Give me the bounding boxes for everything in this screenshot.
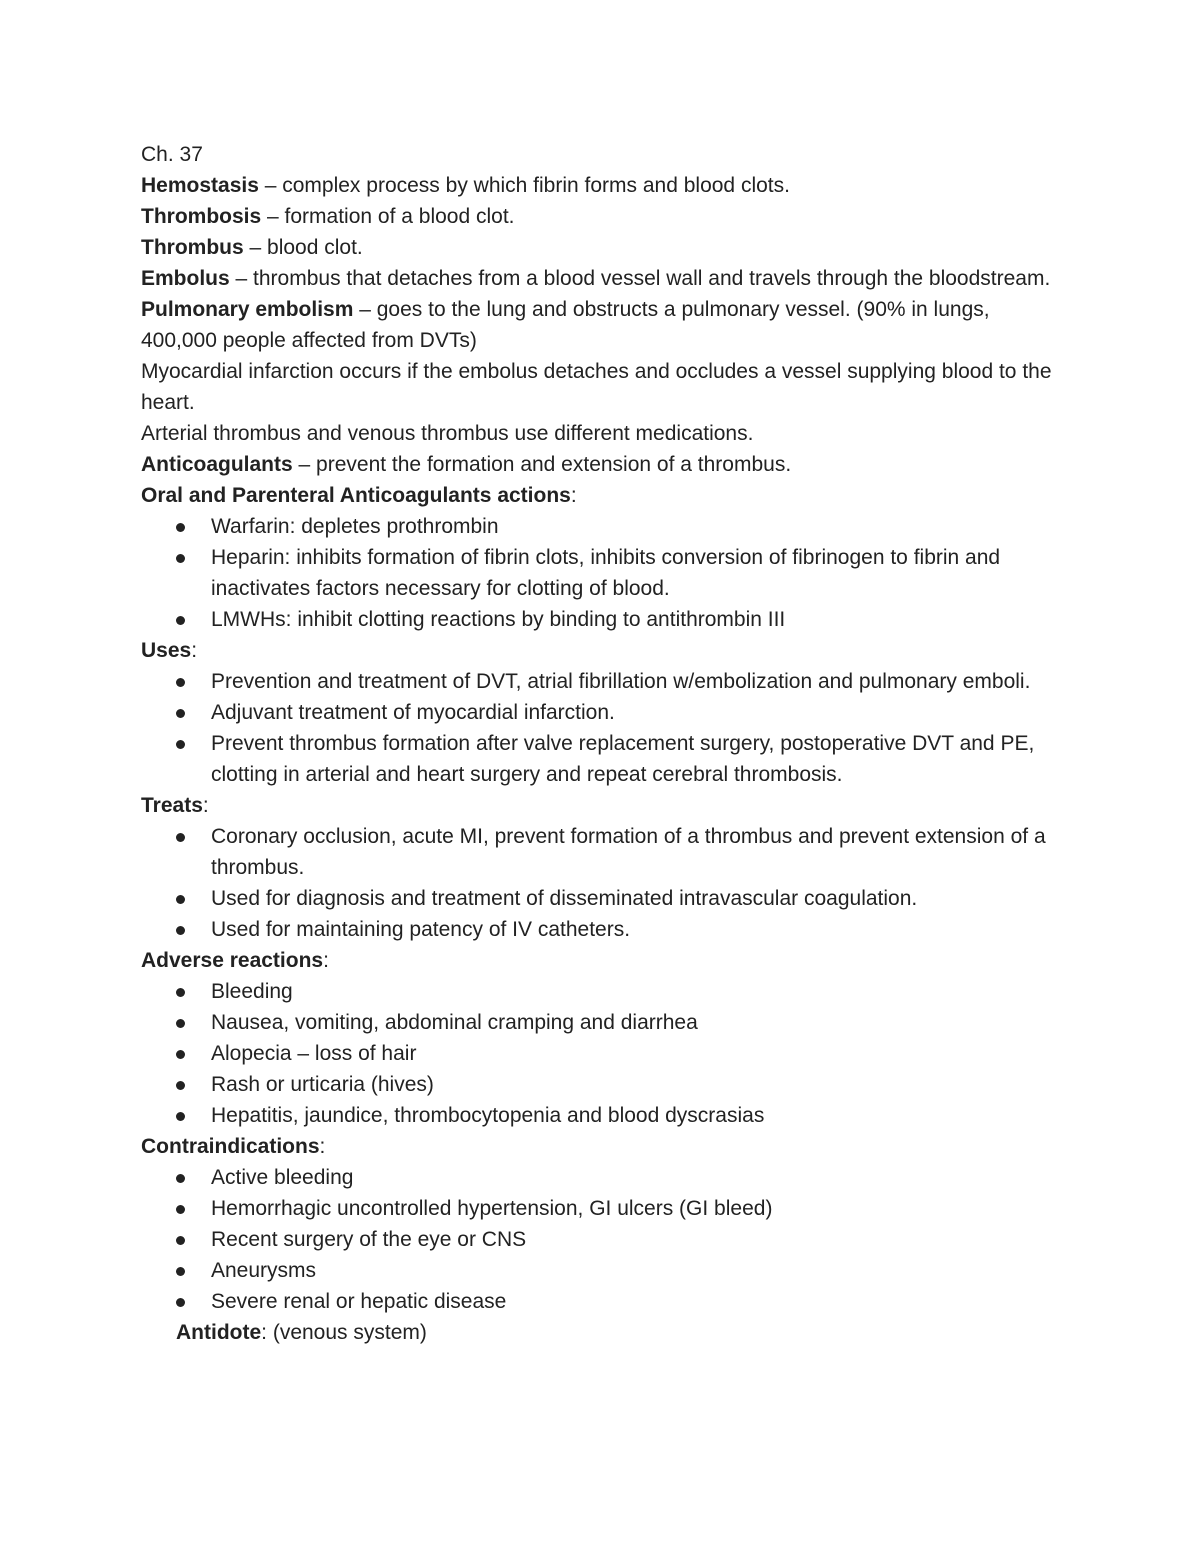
paragraph-arterial-venous: Arterial thrombus and venous thrombus use different medications.: [141, 422, 754, 445]
list-item: Warfarin: depletes prothrombin: [141, 511, 1061, 542]
definition-term: Hemostasis: [141, 174, 259, 197]
list-item: Hepatitis, jaundice, thrombocytopenia and blood dyscrasias: [141, 1100, 1061, 1131]
section-heading-colon: :: [202, 794, 209, 817]
section-heading-colon: :: [323, 949, 329, 972]
definition-thrombus: [141, 232, 1061, 263]
bullet-list-uses: [141, 666, 1061, 790]
definition-term: Pulmonary embolism: [141, 298, 354, 321]
definition-term: Thrombus: [141, 236, 244, 259]
list-item: Severe renal or hepatic disease: [141, 1286, 1061, 1317]
list-item: Heparin: inhibits formation of fibrin clots, inhibits conversion of fibrinogen to fibrin and inactivates factors necessary for clotting of blood.: [141, 542, 1061, 604]
definition-text: – thrombus that detaches from a blood vessel wall and travels through the bloodstream.: [229, 267, 1051, 290]
list-item: Adjuvant treatment of myocardial infarction.: [141, 697, 1061, 728]
definition-embolus: [141, 263, 1061, 294]
list-item: Recent surgery of the eye or CNS: [141, 1224, 1061, 1255]
list-item: Active bleeding: [141, 1162, 1061, 1193]
list-item: Prevent thrombus formation after valve replacement surgery, postoperative DVT and PE, clotting in arterial and heart surgery and repeat cerebral thrombosis.: [141, 728, 1061, 790]
section-heading-colon: :: [191, 639, 198, 662]
definition-term: Anticoagulants: [141, 453, 293, 476]
antidote-term: Antidote: [176, 1321, 262, 1344]
section-heading-treats: [141, 790, 1061, 821]
definition-hemostasis: [141, 170, 1061, 201]
section-heading-text: Oral and Parenteral Anticoagulants actions: [141, 484, 571, 507]
section-heading-text: Uses: [141, 639, 192, 662]
definition-term: Embolus: [141, 267, 230, 290]
definition-text: – prevent the formation and extension of a thrombus.: [292, 453, 792, 476]
section-heading-contraindications: [141, 1131, 1061, 1162]
definition-text: – blood clot.: [243, 236, 363, 259]
list-item: Nausea, vomiting, abdominal cramping and diarrhea: [141, 1007, 1061, 1038]
definition-term: Thrombosis: [141, 205, 262, 228]
document-page: [141, 139, 1061, 1348]
section-heading-adverse-reactions: [141, 945, 1061, 976]
definition-pulmonary-embolism: [141, 294, 1061, 356]
chapter-title: Ch. 37: [141, 143, 203, 166]
section-heading-actions: [141, 480, 1061, 511]
list-item: Prevention and treatment of DVT, atrial fibrillation w/embolization and pulmonary emboli.: [141, 666, 1061, 697]
list-item: Bleeding: [141, 976, 1061, 1007]
list-item: Used for maintaining patency of IV catheters.: [141, 914, 1061, 945]
list-item: Aneurysms: [141, 1255, 1061, 1286]
definition-text: – goes to the lung and obstructs a pulmonary vessel. (90% in lungs, 400,000 people affected from DVTs): [141, 298, 990, 352]
section-heading-uses: [141, 635, 1061, 666]
list-item: Coronary occlusion, acute MI, prevent formation of a thrombus and prevent extension of a thrombus.: [141, 821, 1061, 883]
list-item: Hemorrhagic uncontrolled hypertension, GI ulcers (GI bleed): [141, 1193, 1061, 1224]
bullet-list-actions: [141, 511, 1061, 635]
list-item: Rash or urticaria (hives): [141, 1069, 1061, 1100]
paragraph-myocardial-infarction: Myocardial infarction occurs if the embolus detaches and occludes a vessel supplying blood to the heart.: [141, 360, 1052, 414]
bullet-list-contraindications: [141, 1162, 1061, 1317]
definition-thrombosis: [141, 201, 1061, 232]
list-item: Used for diagnosis and treatment of disseminated intravascular coagulation.: [141, 883, 1061, 914]
list-item: Alopecia – loss of hair: [141, 1038, 1061, 1069]
definition-anticoagulants: [141, 449, 1061, 480]
antidote-line: [141, 1317, 1061, 1348]
section-heading-colon: :: [319, 1135, 326, 1158]
bullet-list-adverse-reactions: [141, 976, 1061, 1131]
section-heading-text: Contraindications: [141, 1135, 320, 1158]
bullet-list-treats: [141, 821, 1061, 945]
section-heading-text: Adverse reactions: [141, 949, 324, 972]
antidote-text: : (venous system): [261, 1321, 427, 1344]
section-heading-text: Treats: [141, 794, 203, 817]
list-item: LMWHs: inhibit clotting reactions by binding to antithrombin III: [141, 604, 1061, 635]
definition-text: – formation of a blood clot.: [261, 205, 515, 228]
section-heading-colon: :: [570, 484, 577, 507]
definition-text: – complex process by which fibrin forms and blood clots.: [258, 174, 790, 197]
